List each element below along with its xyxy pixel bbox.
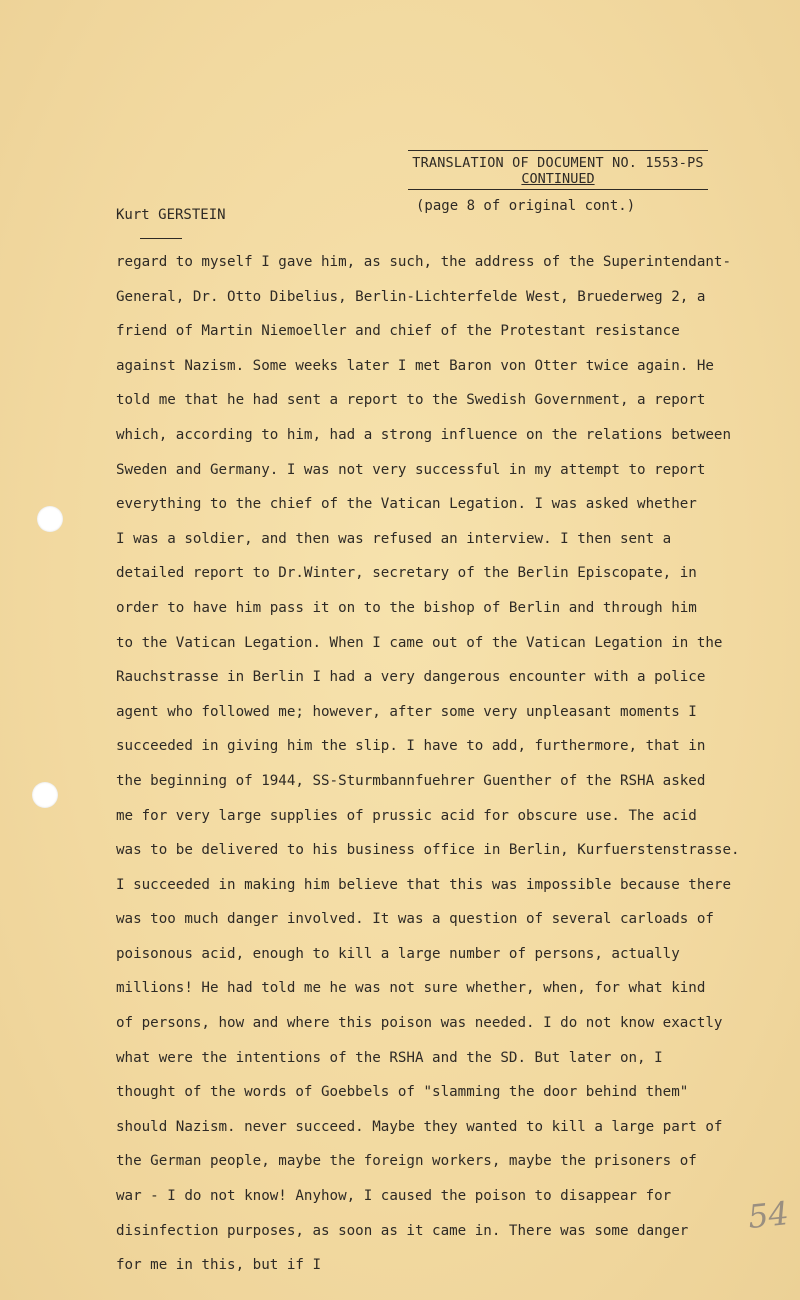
text-line: was to be delivered to his business office in Berlin, Kurfuerstenstrasse. [116,842,740,859]
text-line: succeeded in giving him the slip. I have to add, furthermore, that in [116,738,706,755]
page-reference: (page 8 of original cont.) [416,198,636,214]
text-line: millions! He had told me he was not sure whether, when, for what kind [116,980,706,997]
text-line: what were the intentions of the RSHA and the SD. But later on, I [116,1049,663,1066]
witness-name: Kurt GERSTEIN [116,207,226,223]
text-line: detailed report to Dr.Winter, secretary of the Berlin Episcopate, in [116,565,697,582]
header-title: TRANSLATION OF DOCUMENT NO. 1553-PS [412,155,704,171]
document-header [408,150,708,190]
text-line: everything to the chief of the Vatican Legation. I was asked whether [116,496,697,513]
text-line: order to have him pass it on to the bishop of Berlin and through him [116,599,697,616]
punch-hole-bottom [32,782,58,808]
text-line: I was a soldier, and then was refused an interview. I then sent a [116,530,672,547]
header-subtitle: CONTINUED [521,171,595,187]
text-line: Sweden and Germany. I was not very successful in my attempt to report [116,461,706,478]
text-line: of persons, how and where this poison was needed. I do not know exactly [116,1015,723,1032]
text-line: to the Vatican Legation. When I came out of the Vatican Legation in the [116,634,723,651]
handwritten-folio-number: 54 [746,1193,791,1237]
text-line: poisonous acid, enough to kill a large number of persons, actually [116,945,680,962]
header-bottom-rule [408,189,708,190]
text-line: war - I do not know! Anyhow, I caused the poison to disappear for [116,1188,672,1205]
text-line: the German people, maybe the foreign workers, maybe the prisoners of [116,1153,697,1170]
text-line: should Nazism. never succeed. Maybe they wanted to kill a large part of [116,1118,723,1135]
text-line: told me that he had sent a report to the Swedish Government, a report [116,392,706,409]
text-line: agent who followed me; however, after some very unpleasant moments I [116,703,697,720]
text-line: me for very large supplies of prussic acid for obscure use. The acid [116,807,697,824]
text-line: which, according to him, had a strong influence on the relations between [116,426,731,443]
text-line: was too much danger involved. It was a question of several carloads of [116,911,714,928]
text-line: against Nazism. Some weeks later I met Baron von Otter twice again. He [116,357,714,374]
text-line: regard to myself I gave him, as such, the address of the Superintendant- [116,254,731,270]
text-line: friend of Martin Niemoeller and chief of the Protestant resistance [116,323,680,340]
name-underline [140,238,182,239]
text-line: thought of the words of Goebbels of "slamming the door behind them" [116,1084,689,1101]
body-text [116,252,740,1290]
text-line: for me in this, but if I [116,1257,321,1274]
text-line: Rauchstrasse in Berlin I had a very dangerous encounter with a police [116,669,706,686]
text-line: I succeeded in making him believe that this was impossible because there [116,876,731,893]
header-top-rule [408,150,708,151]
text-line: disinfection purposes, as soon as it came in. There was some danger [116,1222,689,1239]
text-line: the beginning of 1944, SS-Sturmbannfuehrer Guenther of the RSHA asked [116,772,706,789]
punch-hole-top [37,506,63,532]
text-line: General, Dr. Otto Dibelius, Berlin-Lichterfelde West, Bruederweg 2, a [116,288,706,305]
